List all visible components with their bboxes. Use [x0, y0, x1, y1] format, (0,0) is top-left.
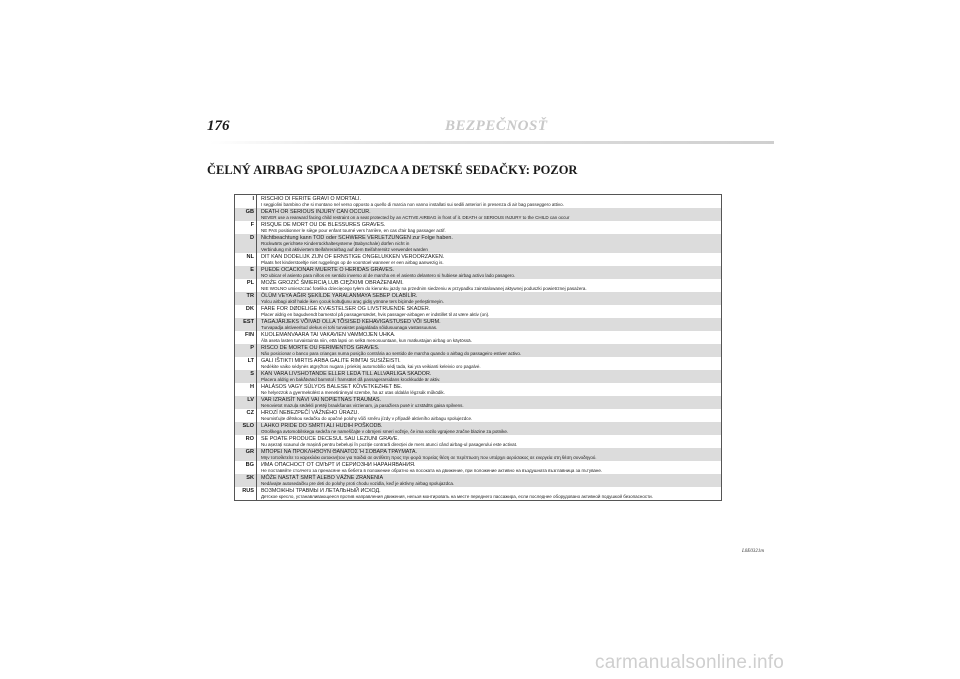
- language-code: PL: [235, 279, 257, 292]
- language-code: DK: [235, 305, 257, 318]
- warning-body-line: Детское кресло, устанавливающееся против направления движения, нельзя монтировать на месте переднего пассажира, если последнее оборудовано активной подушкой безопасности.: [261, 493, 653, 499]
- warning-body-line: NO ubicar el asiento para niños en sentido inverso al de marcha en el asiento delantero si hubiese airbag activo lado pasagero.: [261, 272, 516, 278]
- warning-headline: DIT KAN DODELIJK ZIJN OF ERNSTIGE ONGELUKKEN VEROORZAKEN.: [261, 253, 445, 260]
- warning-headline: HROZÍ NEBEZPEČÍ VÁŽNÉHO ÚRAZU.: [261, 409, 359, 416]
- warning-headline: ИМА ОПАСНОСТ ОТ СМЪРТ И СЕРИОЗНИ НАРАНЯВАНИЯ.: [261, 461, 416, 468]
- warning-row: [235, 253, 721, 266]
- warning-row: [235, 357, 721, 370]
- warning-headline: ÖLÜM VEYA AĞIR ŞEKİLDE YARALANMAYA SEBEP OLABİLİR.: [261, 292, 418, 299]
- warning-headline: DEATH OR SERIOUS INJURY CAN OCCUR.: [261, 208, 371, 215]
- warning-headline: KAN VARA LIVSHOTANDE ELLER LEDA TILL ALLVARLIGA SKADOR.: [261, 370, 432, 377]
- image-code: L0E0321m: [742, 549, 764, 554]
- warning-text: [257, 208, 721, 221]
- warning-body-line: Nenovietot mazuļa sēdekli pretēji braukšanas virzienam, ja pasažiera pusē ir uzstādīts gaisa spilvens.: [261, 402, 464, 408]
- warning-body-line: NE PAS positionner le siège pour enfant tourné vers l'arrière, en cas d'air bag passager actif.: [261, 227, 446, 233]
- warning-row: [235, 305, 721, 318]
- warning-row: [235, 344, 721, 357]
- warning-row: [235, 383, 721, 396]
- warning-row: [235, 474, 721, 487]
- language-code: F: [235, 221, 257, 234]
- warning-row: [235, 461, 721, 474]
- warning-headline: RISQUE DE MORT OU DE BLESSURES GRAVES.: [261, 221, 386, 228]
- warning-headline: RISCO DE MORTE OU FERIMENTOS GRAVES.: [261, 344, 380, 351]
- warning-body-line: NIE WOLNO umieszczać fotelika dziecięcego tyłem do kierunku jazdy na przednim siedzeniu w przypadku zainstalowanej aktywnej poduszki powietrznej pasażera.: [261, 285, 587, 291]
- header-rule: [210, 141, 774, 144]
- warning-headline: FARE FOR DØDELIGE KVÆSTELSER OG LIVSTRUENDE SKADER.: [261, 305, 431, 312]
- warning-text: [257, 195, 721, 208]
- warning-text: [257, 461, 721, 474]
- warning-body-line: Otroškega avtomobilskega sedeža ne nameščajte v obrnjeni smeri vožnje, če ima vozilo vgrajene zračne blazine za potnike.: [261, 428, 509, 434]
- language-code: H: [235, 383, 257, 396]
- warning-text: [257, 435, 721, 448]
- warning-body-line: Nu așezați scaunul de mașină pentru bebeluși în poziție contrară direcției de mers atunci când airbag-ul pasagerului este activat.: [261, 441, 518, 447]
- warning-text: [257, 474, 721, 487]
- section-title: BEZPEČNOSŤ: [445, 118, 548, 134]
- warning-body-line: Verbindung mit aktiviertem Beifahrerairbag auf dem Beifahrersitz verwendet warden: [261, 246, 428, 252]
- page-heading: ČELNÝ AIRBAG SPOLUJAZDCA A DETSKÉ SEDAČKY: POZOR: [207, 163, 578, 177]
- warning-row: [235, 396, 721, 409]
- warning-headline: PUEDE OCACIONAR MUERTE O HERIDAS GRAVES.: [261, 266, 395, 273]
- warning-row: [235, 422, 721, 435]
- language-code: CZ: [235, 409, 257, 422]
- warning-row: [235, 370, 721, 383]
- warning-text: [257, 370, 721, 383]
- warning-headline: LAHKO PRIDE DO SMRTI ALI HUDIH POŠKODB.: [261, 422, 383, 429]
- warning-headline: GALI IŠTIKTI MIRTIS ARBA GALITE RIMTAI SUSIŽEISTI.: [261, 357, 401, 364]
- warning-text: [257, 357, 721, 370]
- warning-headline: ΜΠΟΡΕΙ ΝΑ ΠΡΟΚΛΗΘΟΥΝ ΘΑΝΑΤΟΣ Ή ΣΟΒΑΡΑ ΤΡΑΥΜΑΤΑ.: [261, 448, 417, 455]
- watermark-link[interactable]: carmanualsonline.info: [595, 652, 785, 673]
- language-code: TR: [235, 292, 257, 305]
- language-code: I: [235, 195, 257, 208]
- warning-text: [257, 279, 721, 292]
- warning-body-line: Turvapadja aktiveeritud olekus ei tohi turvaistet paigaldada sõidusuunaga vastassuunas.: [261, 324, 438, 330]
- language-code: LT: [235, 357, 257, 370]
- warning-row: [235, 292, 721, 305]
- language-code: SK: [235, 474, 257, 487]
- language-code: SLO: [235, 422, 257, 435]
- warning-row: [235, 435, 721, 448]
- language-code: GB: [235, 208, 257, 221]
- warning-row: [235, 409, 721, 422]
- language-code: NL: [235, 253, 257, 266]
- warning-body-line: Não posicionar o banco para crianças numa posição contrária ao sentido de marcha quando o airbag do passageiro estiver activo.: [261, 350, 522, 356]
- warning-body-line: Nedávajte autosedačku pre deti do polohy proti chodu vozidla, keď je aktívny airbag spolujazdca.: [261, 480, 455, 486]
- page-number: 176: [207, 118, 230, 134]
- warning-text: [257, 253, 721, 266]
- language-code: LV: [235, 396, 257, 409]
- warning-body-line: Älä aseta lasten turvaistuinta niin, että lapsi on selkä menosuuntaan, kun matkustajan airbag on käytössä.: [261, 337, 472, 343]
- warning-body-line: Placer aldrig en bagudvendt barnestol på passagersædet, hvis passager-airbagen er indstillet til at være aktiv (on).: [261, 311, 490, 317]
- warning-body-line: I seggiolini bambino che si montano nel verso opposto a quello di marcia non vanno installati sui sedili anteriori in presenza di air bag passeggero attivo.: [261, 201, 564, 207]
- warning-text: [257, 396, 721, 409]
- language-code: GR: [235, 448, 257, 461]
- language-code: RUS: [235, 487, 257, 500]
- warning-text: [257, 234, 721, 253]
- warning-row: [235, 331, 721, 344]
- warning-headline: RISCHIO DI FERITE GRAVI O MORTALI.: [261, 195, 362, 202]
- language-code: E: [235, 266, 257, 279]
- language-code: S: [235, 370, 257, 383]
- warning-row: [235, 487, 721, 500]
- language-code: EST: [235, 318, 257, 331]
- warning-headline: VAR IZRAISĪT NĀVI VAI NOPIETNAS TRAUMAS.: [261, 396, 382, 403]
- language-code: BG: [235, 461, 257, 474]
- warning-row: [235, 195, 721, 208]
- warning-text: [257, 448, 721, 461]
- warning-text: [257, 487, 721, 500]
- warning-body-line: Ne helyezzük a gyermekülést a menetiránnyal szembe, ha az utas oldalán légzsák működik.: [261, 389, 445, 395]
- warning-body-line: Placera aldrig en bakåtvänd barnstol i framsätet då passagerarsidans krockkudde är aktiv.: [261, 376, 441, 382]
- warning-text: [257, 305, 721, 318]
- warning-text: [257, 331, 721, 344]
- warning-table: [234, 194, 722, 501]
- warning-headline: HALÁSOS VAGY SÚLYOS BALESET KÖVETKEZHET BE.: [261, 383, 403, 390]
- warning-body-line: NEVER use a rearward facing child restraint on a seat protected by an ACTIVE AIRBAG in front of it. DEATH or SERIOUS INJURY to the CHILD can occur: [261, 214, 570, 220]
- warning-headline: Nichtbeachtung kann TOD oder SCHWERE VERLETZUNGEN zur Folge haben.: [261, 234, 453, 241]
- warning-body-line: Μην τοποθετείτε το καρεκλάκι αυτοκινήτου για παιδιά σε αντίθετη προς την φορά πορείας θέση σε περίπτωση που υπάρχει αερόσακος σε ενεργεία στη θέση συνοδηγού.: [261, 454, 597, 460]
- warning-headline: ВОЗМОЖНЫ ТРАВМЫ И ЛЕТАЛЬНЫЙ ИСХОД.: [261, 487, 381, 494]
- warning-headline: TAGAJÄRJEKS VÕIVAD OLLA TÕSISED KEHAVIGASTUSED VÕI SURM.: [261, 318, 441, 325]
- warning-text: [257, 344, 721, 357]
- warning-text: [257, 266, 721, 279]
- warning-row: [235, 318, 721, 331]
- warning-body-line: Yolcu airbagi aktif halde iken çocuk koltuğunu araç gidiş yönüne ters biçimde yerleştirmeyin.: [261, 298, 444, 304]
- warning-row: [235, 279, 721, 292]
- warning-headline: MOŻE GROZIĆ ŚMIERCIĄ LUB CIĘŻKIMI OBRAŻENIAMI.: [261, 279, 404, 286]
- warning-headline: KUOLEMANVAARA TAI VAKAVIEN VAMMOJEN UHKA.: [261, 331, 396, 338]
- warning-headline: SE POATE PRODUCE DECESUL SAU LEZIUNI GRAVE.: [261, 435, 399, 442]
- warning-body-line: Не поставяйте столчето за пренасяне на бебета в положение обратно на посоката на движение, при положение активно на въздушната възглавница за пътуване.: [261, 467, 603, 473]
- warning-row: [235, 221, 721, 234]
- language-code: FIN: [235, 331, 257, 344]
- language-code: D: [235, 234, 257, 253]
- language-code: RO: [235, 435, 257, 448]
- language-code: P: [235, 344, 257, 357]
- warning-body-line: Neumisťujte dětskou sedačku do opačné polohy vůči směru jízdy v případě aktivního airbagu spolujezdce.: [261, 415, 473, 421]
- warning-row: [235, 208, 721, 221]
- warning-text: [257, 409, 721, 422]
- warning-text: [257, 318, 721, 331]
- warning-headline: MÔŽE NASTAŤ SMRŤ ALEBO VÁŽNE ZRANENIA: [261, 474, 384, 481]
- warning-body-line: Plaats het kinderstoeltje niet ruggelings op de voorstoel wanneer er een airbag aanwezig is.: [261, 259, 444, 265]
- warning-text: [257, 383, 721, 396]
- warning-text: [257, 422, 721, 435]
- warning-text: [257, 221, 721, 234]
- warning-text: [257, 292, 721, 305]
- warning-body-line: Rückwärts gerichtete Kinderrückhaltesysteme (Babyschale) dürfen nicht in: [261, 240, 410, 246]
- warning-body-line: Nedėkite vaiko sėdynės atgręžtos nugara į priekinį automobilio sėdį tada, kai yra veikianti keleivio oro pagalvė.: [261, 363, 481, 369]
- warning-row: [235, 448, 721, 461]
- warning-row: [235, 234, 721, 253]
- warning-row: [235, 266, 721, 279]
